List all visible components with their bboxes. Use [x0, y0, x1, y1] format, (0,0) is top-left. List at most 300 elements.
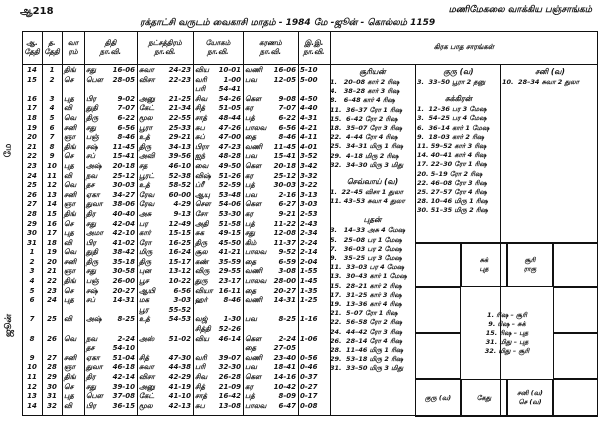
table-row	[22, 392, 330, 402]
table-row	[22, 315, 330, 334]
column-header-nakshatra: நட்சத்திரம் நா.வி.	[137, 31, 193, 65]
nakshatra-name: உத்	[139, 133, 150, 142]
nakshatra-name: மிரு	[139, 248, 153, 257]
nakshatra-time: 10-22	[168, 277, 191, 286]
yogam-time: 48-44	[218, 113, 241, 122]
tithi	[84, 191, 137, 201]
yogam	[193, 210, 243, 220]
yogam-name: விஷ்	[195, 171, 211, 180]
nakshatra-time: 42-13	[168, 401, 191, 410]
ii-time: 3-32	[300, 171, 318, 180]
tithi	[84, 363, 137, 373]
tamil-date: 27	[47, 353, 57, 362]
tamil-date: 30	[47, 382, 57, 391]
nakshatra-time: 21-25	[168, 94, 191, 103]
karanam-name: கர	[245, 104, 254, 113]
karanam-name: தை	[245, 286, 257, 295]
rasi-ketu: கேது	[476, 393, 492, 402]
rasi-cell-3	[507, 243, 553, 287]
english-date: 4	[29, 277, 35, 286]
karanam	[243, 200, 298, 210]
karanam-name: தை	[245, 257, 257, 266]
karanam-name: சது	[245, 229, 255, 238]
yogam	[193, 76, 243, 95]
tithi	[84, 76, 137, 95]
tithi-name: பௌ	[86, 75, 103, 84]
weekday: சனி	[64, 353, 77, 362]
english-date: 28	[27, 209, 37, 218]
venus-transit-line: 3. 54–25 பர 4 மேஷ	[417, 114, 487, 123]
tithi	[84, 104, 137, 114]
rasi-cell-5	[553, 287, 598, 333]
yogam	[193, 229, 243, 239]
nakshatra	[137, 133, 193, 143]
tithi-name: துதி	[86, 248, 98, 257]
karanam	[243, 335, 298, 354]
yogam-time: 52-59	[218, 181, 241, 190]
tithi-name: நவ	[86, 171, 98, 180]
yogam-time: 39-07	[218, 353, 241, 362]
tamil-date: 10	[47, 161, 57, 170]
weekday: சனி	[64, 123, 77, 132]
karanam	[243, 181, 298, 191]
karanam-time: 6-22	[278, 113, 296, 122]
mercury-transit-line: 11. 33–03 பர 4 மேஷ	[330, 263, 405, 272]
english-date: 23	[27, 161, 37, 170]
tithi-time: 11-45	[112, 142, 135, 151]
sun-transit-line: 25. 34–31 மிரு 1 ரிஷ	[330, 142, 404, 151]
yogam-name: அதி	[195, 219, 209, 228]
karanam-name: பாலவ	[245, 123, 267, 132]
table-row	[22, 95, 330, 105]
yogam-name: வை	[195, 161, 209, 170]
yogam-name: சாத்	[195, 392, 208, 401]
yogam	[193, 335, 243, 354]
karanam-name: பவ	[245, 75, 257, 84]
english-date: 9	[29, 353, 35, 362]
karanam	[243, 248, 298, 258]
ii-time: 0-56	[300, 353, 318, 362]
nakshatra	[137, 239, 193, 249]
karanam-time: 2-16	[278, 190, 296, 199]
karanam-name: கர	[245, 209, 254, 218]
yogam-name: வரி	[195, 353, 207, 362]
yogam-name: சோ	[195, 209, 208, 218]
nakshatra	[137, 335, 193, 354]
nakshatra-time: 41-10	[168, 392, 191, 401]
english-date: 11	[27, 373, 37, 381]
karanam	[243, 191, 298, 201]
karanam-time: 28-00	[273, 277, 296, 286]
karanam-name: கௌ	[245, 94, 262, 103]
nakshatra-time: 16-24	[168, 248, 191, 257]
english-date: 14	[27, 401, 37, 410]
karanam-name: கௌ	[245, 161, 262, 170]
karanam	[243, 104, 298, 114]
nakshatra	[137, 124, 193, 134]
rasi-cell-12	[415, 287, 461, 333]
nakshatra	[137, 152, 193, 162]
nakshatra-time: 15-17	[168, 257, 191, 266]
nakshatra	[137, 392, 193, 402]
yogam	[193, 66, 243, 76]
english-date: 14	[27, 66, 37, 74]
tithi	[84, 383, 137, 393]
karanam	[243, 239, 298, 249]
yogam	[193, 315, 243, 334]
tithi	[84, 220, 137, 230]
mars-transit-line: 1. 22–45 விசா 1 துலா	[330, 188, 403, 197]
english-date: 26	[27, 190, 37, 199]
panel-sun	[330, 66, 415, 374]
karanam-name: கௌ	[245, 200, 262, 209]
karanam-time: 6-59	[278, 257, 296, 266]
karanam-time: 11-37	[273, 238, 296, 247]
nakshatra-name: கேட்	[139, 104, 155, 113]
tithi-name: பஞ்	[86, 133, 99, 142]
nakshatra-time: 6-56	[173, 286, 191, 295]
tithi-name: பௌ	[86, 392, 103, 401]
nakshatra	[137, 373, 193, 383]
nakshatra-name: ரேவ	[139, 200, 155, 209]
karanam-time: 16-06	[273, 66, 296, 74]
nakshatra-name: உத்	[139, 181, 150, 190]
saturn-transit-line: 10. 28–34 சுவா 2 துலா	[502, 78, 579, 86]
yogam-name: சுப	[195, 401, 205, 410]
karanam-name: வணி	[245, 267, 263, 276]
tithi-time: 9-02	[117, 94, 135, 103]
nakshatra-time: 41-19	[168, 382, 191, 391]
yogam-time: 32-30	[218, 363, 241, 372]
rasi-jupiter: குரு (வ)	[424, 393, 452, 402]
sun-transit-line: 1. 20–08 கார் 2 ரிஷ	[330, 78, 400, 86]
nakshatra-name: விசா	[139, 75, 155, 84]
rasi-saturn: சனி (வ)	[517, 389, 543, 397]
yogam	[193, 239, 243, 249]
weekday: திங்	[64, 66, 76, 74]
yogam-name: சாத்	[195, 113, 208, 122]
ii-time: 1-35	[300, 286, 318, 295]
karanam	[243, 229, 298, 239]
tithi	[84, 114, 137, 124]
panel-jupiter-venus	[417, 66, 500, 216]
table-body	[22, 66, 330, 411]
weekday: வெ	[64, 181, 77, 190]
tithi-time: 6-56	[117, 123, 135, 132]
nakshatra	[137, 191, 193, 201]
karanam	[243, 162, 298, 172]
tamil-date: 19	[47, 248, 57, 257]
tamil-date: 28	[47, 363, 57, 372]
venus-transit-line: 22. 46–08 ரோ 3 ரிஷ	[417, 178, 487, 187]
table-row	[22, 383, 330, 393]
nakshatra-time: 4-29	[173, 200, 191, 209]
karanam	[243, 373, 298, 383]
yogam-name: சுப்	[195, 133, 205, 142]
karanam-name: பவ	[245, 315, 257, 324]
yogam-name: சித்	[195, 382, 206, 391]
tithi-name: பிர	[86, 238, 97, 247]
english-date: 8	[29, 334, 35, 343]
mars-transit-line: 11. 43–53 சுவா 4 துலா	[330, 197, 405, 206]
english-date: 5	[29, 286, 35, 295]
nakshatra	[137, 277, 193, 287]
table-row	[22, 143, 330, 153]
table-row	[22, 114, 330, 124]
tithi-time: 8-25	[117, 315, 135, 324]
yogam	[193, 296, 243, 315]
karanam-name: பாலவ	[245, 401, 267, 410]
nakshatra	[137, 210, 193, 220]
rasi-cell-4	[553, 243, 598, 287]
mercury-title: புதன்	[363, 215, 382, 225]
yogam-time: 23-17	[218, 277, 241, 286]
weekday: வெ	[64, 113, 77, 122]
karanam	[243, 210, 298, 220]
weekday: புத	[64, 161, 74, 170]
tithi-time: 16-06	[112, 66, 135, 74]
table-row	[22, 200, 330, 210]
tithi-time: 15-41	[112, 152, 135, 161]
column-header-ii: இ.இ. நா.வி.	[298, 31, 330, 65]
table-row	[22, 402, 330, 412]
english-date: 20	[27, 133, 37, 142]
mercury-transit-line: 28. 11–46 மிரு 1 ரிஷ	[330, 346, 404, 355]
weekday: வி	[64, 171, 72, 180]
mercury-transit-line: 22. 56–58 ரோ 2 ரிஷ	[330, 318, 403, 327]
table-row	[22, 133, 330, 143]
ii-time: 2-34	[300, 229, 318, 238]
karanam-name: பாலவ	[245, 277, 267, 286]
tithi-name: சது	[86, 267, 96, 276]
yogam-time: 51-05	[218, 104, 241, 113]
venus-transit-line: 30. 51–35 மிரு 2 ரிஷ	[417, 206, 488, 215]
weekday: செ	[64, 382, 74, 391]
karanam-name: பத்	[245, 219, 255, 228]
yogam	[193, 373, 243, 383]
english-date: 19	[27, 123, 37, 132]
venus-transit-line: 14. 40–41 கார் 4 ரிஷ	[417, 151, 487, 160]
table-row	[22, 210, 330, 220]
karanam-name: கௌ	[245, 373, 262, 381]
nakshatra-time: 25-33	[168, 123, 191, 132]
nakshatra-time: 47-30	[168, 353, 191, 362]
venus-title: சுக்கிரன்	[445, 94, 472, 104]
rasi-transit-line: 1. ரிஷ – சூரி	[487, 310, 527, 319]
sun-transit-line: 29. 4–18 மிரு 2 ரிஷ	[330, 151, 399, 160]
tithi-time: 37-08	[112, 392, 135, 401]
publication-title: மணிமேகலை வாக்கிய பஞ்சாங்கம்	[448, 5, 592, 15]
nakshatra	[137, 66, 193, 76]
nakshatra-name: அசு	[139, 209, 152, 218]
column-header-tamil-date: த. தேதி	[42, 31, 62, 65]
rasi-transit-line: 31. மிது – புத	[485, 337, 529, 346]
nakshatra-time: 46-10	[168, 161, 191, 170]
karanam-name: பவ	[245, 152, 257, 161]
tithi	[84, 373, 137, 383]
karanam-name: வணி	[245, 142, 263, 151]
yogam-name: சிவ	[195, 94, 208, 103]
mars-title: செவ்வாய் (வ)	[346, 177, 399, 187]
nakshatra-name: அவி	[139, 152, 155, 161]
nakshatra-time: 34-13	[168, 142, 191, 151]
tithi-time: 25-12	[112, 171, 135, 180]
ii-time: 3-22	[300, 181, 318, 190]
yogam-time: 29-55	[218, 267, 241, 276]
yogam-name: சுக	[195, 229, 205, 238]
english-date: 18	[27, 113, 37, 122]
tamil-date: 16	[47, 219, 57, 228]
tithi	[84, 277, 137, 287]
tithi	[84, 181, 137, 191]
nakshatra	[137, 162, 193, 172]
rasi-cell-11	[415, 333, 461, 379]
english-date: 24	[27, 171, 37, 180]
ii-time: 4-01	[300, 142, 318, 151]
table-row	[22, 191, 330, 201]
karanam	[243, 383, 298, 393]
tamil-date: 26	[47, 334, 57, 343]
ii-time: 5-10	[300, 66, 318, 74]
page-subtitle: ரக்தாட்சி வருடம் வைகாசி மாதம் - 1984 மே -ஜூன் - கொல்லம் 1159	[140, 18, 436, 28]
karanam	[243, 402, 298, 412]
table-row	[22, 248, 330, 258]
tithi	[84, 402, 137, 412]
saturn-title: சனி (வ)	[535, 67, 565, 76]
venus-transit-line: 9. 18–03 கார் 2 ரிஷ	[417, 132, 485, 141]
karanam-time: 11-22	[273, 219, 296, 228]
mercury-transit-line: 21. 5–07 ரோ 1 ரிஷ	[330, 309, 398, 318]
tithi-name: திரு	[86, 257, 99, 266]
yogam	[193, 181, 243, 191]
tithi	[84, 124, 137, 134]
tithi-time: 30-03	[112, 181, 135, 190]
sun-transit-line: 8. 6–48 கார் 4 ரிஷ	[330, 96, 395, 105]
nakshatra	[137, 172, 193, 182]
karanam-name: பவ	[245, 363, 257, 372]
rasi-transit-line: 15. ரிஷ – புத	[485, 328, 529, 337]
tithi-name: திர	[86, 373, 96, 381]
nakshatra-time: 13-12	[168, 267, 191, 276]
yogam-time: 26-28	[218, 373, 241, 381]
nakshatra	[137, 220, 193, 230]
ii-time: 1-45	[300, 277, 318, 286]
table-row	[22, 229, 330, 239]
mercury-transit-line: 19. 13–36 கார் 4 ரிஷ	[330, 300, 402, 309]
tamil-date: 17	[47, 229, 57, 238]
karanam-name: வணி	[245, 66, 263, 74]
karanam-time: 9-21	[278, 209, 296, 218]
karanam	[243, 354, 298, 364]
english-date: 3	[29, 267, 35, 276]
english-date: 27	[27, 200, 37, 209]
yogam-time: 13-08	[218, 401, 241, 410]
yogam-time: 16-11	[218, 286, 241, 295]
yogam-time: 54-41	[218, 85, 241, 94]
table-row	[22, 335, 330, 354]
yogam-time: 16-42	[218, 392, 241, 401]
nakshatra	[137, 76, 193, 95]
tamil-date: 2	[49, 75, 55, 84]
tithi-name: சது	[86, 219, 96, 228]
karanam-time: 8-46	[278, 133, 296, 142]
karanam	[243, 95, 298, 105]
ii-time: 4-11	[300, 133, 318, 142]
nakshatra-time: 42-29	[168, 373, 191, 381]
tithi	[84, 248, 137, 258]
nakshatra-name: சுவா	[139, 66, 154, 74]
mercury-transit-line: 24. 44–42 ரோ 3 ரிஷ	[330, 327, 403, 336]
nakshatra	[137, 95, 193, 105]
english-date: 15	[27, 75, 37, 84]
nakshatra-name: பூரா	[139, 123, 153, 132]
column-header-karanam: கரணம் நா.வி.	[243, 31, 298, 65]
table-row	[22, 239, 330, 249]
weekday: வெ	[64, 248, 77, 257]
venus-transit-line: 17. 22–30 ரோ 1 ரிஷ	[417, 160, 487, 169]
yogam-name: சித்	[195, 104, 206, 113]
nakshatra-name: உத்	[139, 315, 150, 324]
karanam	[243, 124, 298, 134]
english-date: 29	[27, 219, 37, 228]
tithi-time: 20-18	[112, 161, 135, 170]
yogam	[193, 287, 243, 297]
nakshatra-name: அனு	[139, 94, 155, 103]
weekday: செ	[64, 152, 74, 161]
yogam-name: ப்ரீ	[195, 181, 204, 190]
tithi-time: 34-27	[112, 190, 135, 199]
table-row	[22, 152, 330, 162]
tithi	[84, 287, 137, 297]
ii-time: 0-46	[300, 363, 318, 372]
tithi	[84, 133, 137, 143]
yogam-name: விய	[195, 66, 209, 74]
yogam-name: விய	[195, 334, 209, 343]
tithi-name: சப்	[86, 296, 96, 305]
sun-transit-line: 4. 38–28 கார் 3 ரிஷ	[330, 87, 400, 96]
yogam	[193, 143, 243, 153]
nakshatra-time: 55-52	[168, 305, 191, 314]
yogam-time: 1-00	[223, 75, 241, 84]
karanam-name: தை	[245, 344, 257, 353]
tithi-time: 14-31	[112, 296, 135, 305]
yogam	[193, 191, 243, 201]
table-row	[22, 277, 330, 287]
tamil-date: 18	[47, 238, 57, 247]
weekday: புத	[64, 94, 74, 103]
yogam	[193, 402, 243, 412]
table-row	[22, 354, 330, 364]
yogam-name: பரி	[195, 85, 206, 94]
sun-transit-line: 11. 36–37 ரோ 1 ரிஷ	[330, 105, 403, 114]
tithi-name: சஷ்	[86, 142, 98, 151]
venus-transit-line: 1. 12–36 பர 3 மேஷ	[417, 105, 487, 114]
yogam-name: வியா	[195, 286, 213, 295]
nakshatra-time: 44-38	[168, 363, 191, 372]
karanam-time: 20-27	[273, 286, 296, 295]
sun-title: சூரியன்	[359, 67, 386, 76]
english-date: 16	[27, 94, 37, 103]
karanam	[243, 363, 298, 373]
weekday: சனி	[64, 257, 77, 266]
tithi-time: 6-22	[117, 113, 135, 122]
karanam-name: கர	[245, 171, 254, 180]
nakshatra-name: கார்	[139, 229, 151, 238]
table-row	[22, 363, 330, 373]
ii-time: 4-50	[300, 94, 318, 103]
tithi-name: நவ	[86, 334, 98, 343]
english-date: 31	[27, 238, 37, 247]
